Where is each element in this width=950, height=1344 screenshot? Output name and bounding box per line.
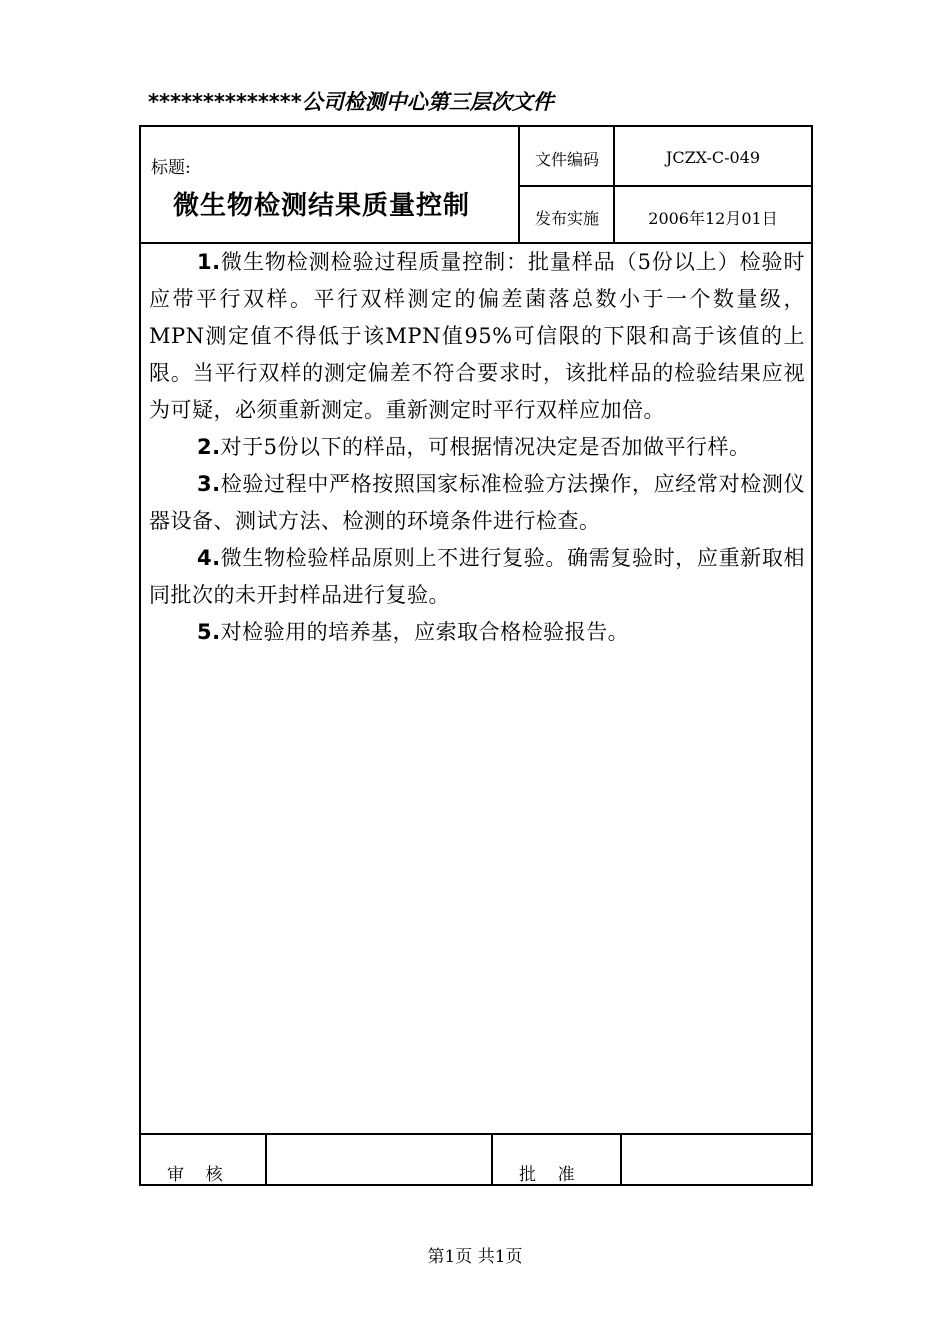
list-item: [149, 466, 805, 540]
divider: [620, 1133, 622, 1184]
approve-label: 批 准: [519, 1165, 575, 1185]
item-number: 5.: [197, 620, 221, 644]
item-number: 2.: [197, 435, 221, 459]
divider: [265, 1133, 267, 1184]
item-text: 对检验用的培养基，应索取合格检验报告。: [220, 620, 630, 644]
release-label: 发布实施: [534, 209, 599, 228]
review-label: 审 核: [167, 1165, 223, 1185]
item-number: 4.: [197, 546, 221, 570]
divider: [141, 1133, 811, 1135]
divider: [491, 1133, 493, 1184]
document-body: [149, 244, 805, 651]
list-item: [149, 614, 805, 651]
divider: [518, 185, 811, 187]
list-item: [149, 429, 805, 466]
item-text: 微生物检测检验过程质量控制：批量样品（5份以上）检验时应带平行双样。平行双样测定的偏差菌落总数小于一个数量级，MPN测定值不得低于该MPN值95%可信限的下限和高于该值的上限。当平行双样的测定偏差不符合要求时，该批样品的检验结果应视为可疑，必须重新测定。重新测定时平行双样应加倍。: [149, 250, 805, 422]
page-number: 第1页 共1页: [427, 1247, 523, 1267]
document-form: [139, 125, 813, 1186]
item-text: 对于5份以下的样品，可根据情况决定是否加做平行样。: [220, 435, 751, 459]
item-number: 3.: [197, 472, 221, 496]
document-header: **************公司检测中心第三层次文件: [148, 90, 554, 114]
document-title: 微生物检测结果质量控制: [173, 191, 471, 221]
release-value: 2006年12月01日: [648, 209, 778, 228]
item-text: 检验过程中严格按照国家标准检验方法操作，应经常对检测仪器设备、测试方法、检测的环境条件进行检查。: [149, 472, 805, 533]
item-number: 1.: [197, 250, 221, 274]
title-label: 标题:: [151, 158, 191, 178]
code-label: 文件编码: [534, 150, 599, 169]
list-item: [149, 540, 805, 614]
item-text: 微生物检验样品原则上不进行复验。确需复验时，应重新取相同批次的未开封样品进行复验。: [149, 546, 805, 607]
list-item: [149, 244, 805, 429]
code-value: JCZX-C-049: [665, 148, 761, 167]
